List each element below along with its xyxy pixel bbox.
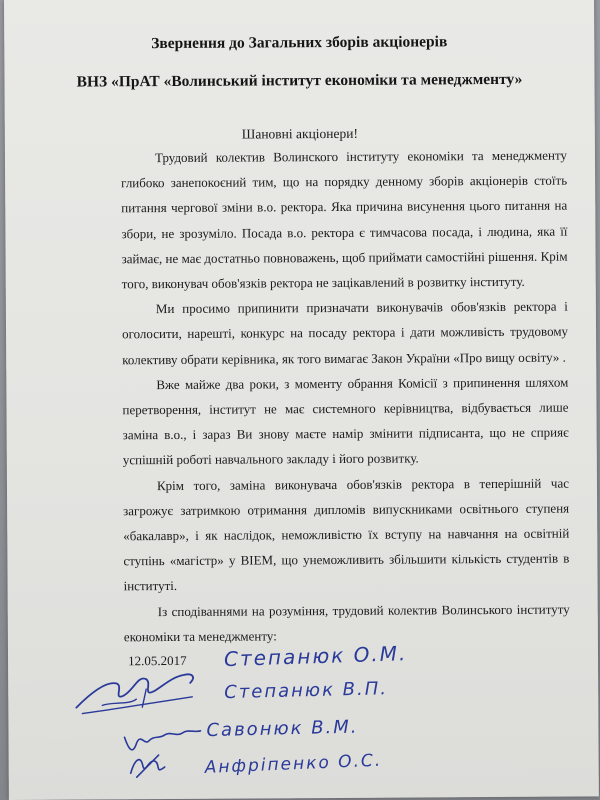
paragraph-1: Трудовий колектив Волинского інституту економіки та менеджменту глибоко занепокоєний тим, що на порядку денному зборів акціонерів стоїть питання чергової зміни в.о. ректора. Яка причина висунення цього питання на збори, не зрозуміло. Посада в.о. ректора є тимчасова посада, і людина, яка її займає, не має достатньо повноважень, щоб приймати самостійні рішення. Крім того, виконувач обов'язків ректора не зацікавлений в розвитку інституту. (121, 147, 568, 292)
document-heading-line-2: ВНЗ «ПрАТ «Волинський інститут економіки та менеджменту» (76, 70, 523, 91)
document-body (121, 143, 570, 650)
signature-name-2: Степанюк В.П. (224, 678, 389, 704)
paragraph-4: Крім того, заміна виконувача обов'язків ректора в теперішній час загрожує затримкою отримання дипломів випускниками освітнього ступеня «бакалавр», і як наслідок, неможливістю їх вступу на навчання на освітній ступінь «магістр» у ВІЕМ, що унеможливить збільшити кількість студентів в інституті. (123, 475, 570, 594)
signature-scribble-1 (72, 661, 202, 722)
paragraph-2: Ми просимо припинити призначати виконувачів обов'язків ректора і оголосити, нарешті, конкурс на посаду ректора і дати можливість трудовому колективу обрати керівника, як того вимагає Закон України «Про вищу освіту» . (121, 298, 569, 367)
document-date: 12.05.2017 (127, 652, 187, 669)
greeting: Шановні акціонери! (241, 125, 359, 142)
paragraph-5: Із сподіваннями на розуміння, трудовий колектив Волинського інституту економіки та менеджменту: (123, 601, 570, 645)
signature-name-1: Степанюк О.М. (223, 641, 408, 672)
signature-name-3: Савонюк В.М. (206, 716, 359, 742)
signature-scribble-2 (118, 715, 208, 786)
document-heading-line-1: Звернення до Загальних зборів акціонерів (151, 33, 448, 53)
paragraph-3: Вже майже два роки, з моменту обрання Комісії з припинення шляхом перетворення, інститут не має системного керівництва, відбувається лише заміна в.о., і зараз Ви знову маєте намір змінити підписанта, що не сприяє успішній роботі навчального закладу і його розвитку. (122, 374, 569, 468)
signature-name-4: Анфріпенко О.С. (204, 750, 383, 778)
document-page (4, 0, 599, 800)
